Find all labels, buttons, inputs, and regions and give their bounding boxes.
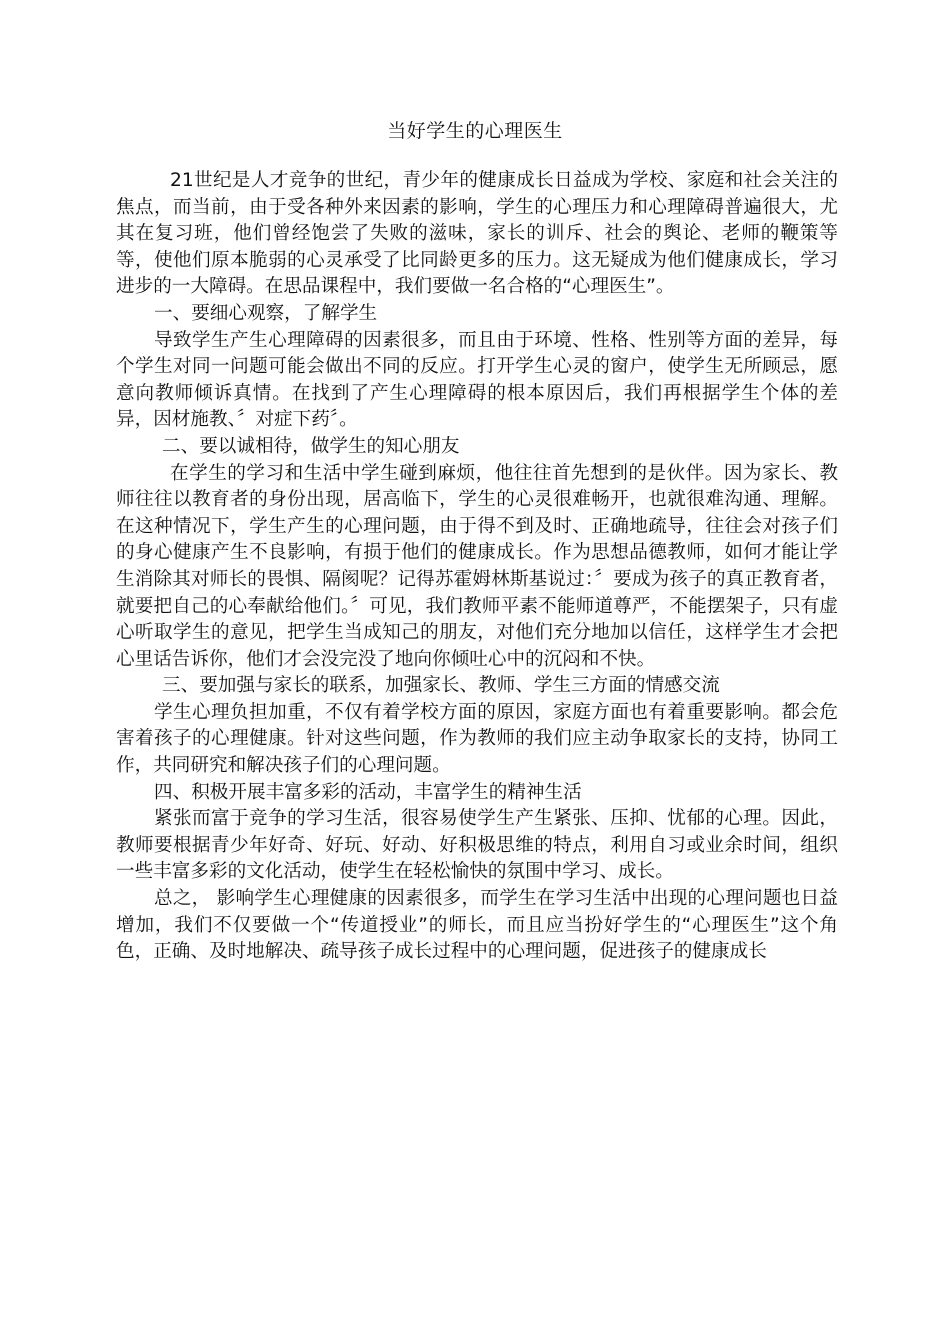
section-paragraph-3: 学生心理负担加重，不仅有着学校方面的原因，家庭方面也有着重要影响。都会危害着孩子的心理健康。针对这些问题，作为教师的我们应主动争取家长的支持，协同工作，共同研究和解决孩子们的心理问题。 — [116, 701, 838, 777]
conclusion-paragraph: 总之， 影响学生心理健康的因素很多，而学生在学习生活中出现的心理问题也日益增加，我们不仅要做一个“传道授业”的师长，而且应当扮好学生的“心理医生”这个角色，正确、及时地解决、疏导孩子成长过程中的心理问题，促进孩子的健康成长 — [116, 888, 838, 963]
section-paragraph-2: 在学生的学习和生活中学生碰到麻烦，他往往首先想到的是伙伴。因为家长、教师往往以教育者的身份出现，居高临下，学生的心灵很难畅开，也就很难沟通、理解。在这种情况下，学生产生的心理问题，由于得不到及时、正确地疏导，往往会对孩子们的身心健康产生不良影响，有损于他们的健康成长。作为思想品德教师，如何才能让学生消除其对师长的畏惧、隔阂呢？记得苏霍姆林斯基说过：〞要成为孩子的真正教育者，就要把自己的心奉献给他们。〞可见，我们教师平素不能师道尊严，不能摆架子，只有虚心听取学生的意见，把学生当成知己的朋友，对他们充分地加以信任，这样学生才会把心里话告诉你，他们才会没完没了地向你倾吐心中的沉闷和不快。 — [116, 462, 838, 670]
document-title: 当好学生的心理医生 — [387, 120, 563, 142]
section-paragraph-1: 导致学生产生心理障碍的因素很多，而且由于环境、性格、性别等方面的差异，每个学生对同一问题可能会做出不同的反应。打开学生心灵的窗户，使学生无所顾忌，愿意向教师倾诉真情。在找到了产生心理障碍的根本原因后，我们再根据学生个体的差异，因材施教、〞对症下药〞。 — [116, 329, 838, 431]
section-paragraph-4: 紧张而富于竞争的学习生活，很容易使学生产生紧张、压抑、忧郁的心理。因此，教师要根据青少年好奇、好玩、好动、好积极思维的特点，利用自习或业余时间，组织一些丰富多彩的文化活动，使学生在轻松愉快的氛围中学习、成长。 — [116, 808, 838, 883]
document-body — [116, 168, 838, 966]
section-heading-4: 四、积极开展丰富多彩的活动，丰富学生的精神生活 — [154, 781, 582, 803]
section-heading-3: 三、要加强与家长的联系，加强家长、教师、学生三方面的情感交流 — [162, 675, 720, 697]
intro-paragraph: 21世纪是人才竞争的世纪，青少年的健康成长日益成为学校、家庭和社会关注的焦点，而当前，由于受各种外来因素的影响，学生的心理压力和心理障碍普遍很大，尤其在复习班，他们曾经饱尝了失败的滋味，家长的训斥、社会的舆论、老师的鞭策等等，使他们原本脆弱的心灵承受了比同龄更多的压力。这无疑成为他们健康成长，学习进步的一大障碍。在思品课程中，我们要做一名合格的“心理医生”。 — [116, 170, 838, 298]
section-heading-1: 一、要细心观察，了解学生 — [154, 302, 378, 324]
section-heading-2: 二、要以诚相待，做学生的知心朋友 — [162, 435, 460, 457]
